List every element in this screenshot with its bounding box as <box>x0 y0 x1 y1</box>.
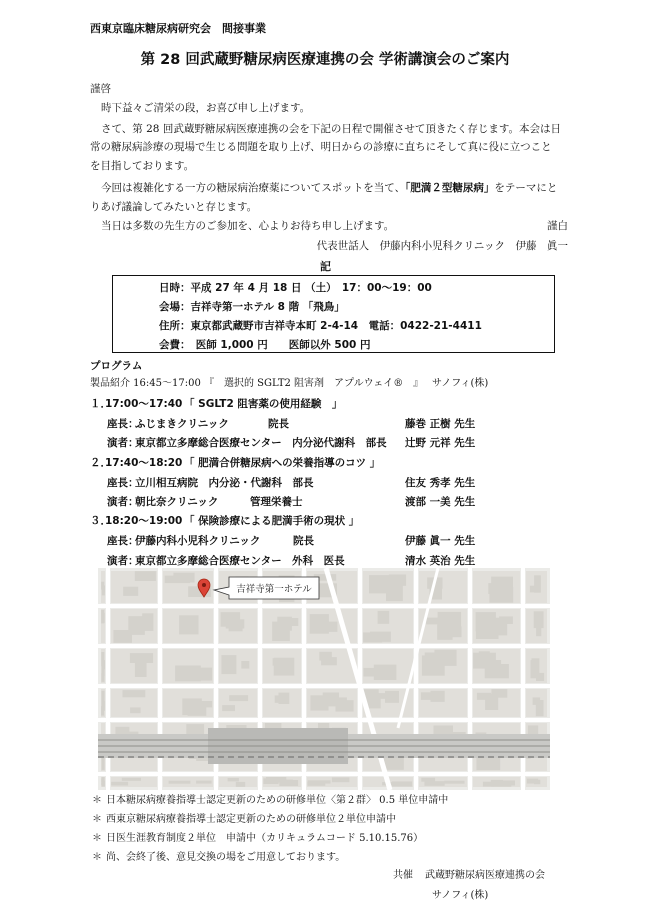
map-building <box>421 692 442 700</box>
map-building <box>263 778 278 784</box>
session-chair <box>0 418 650 431</box>
map-area <box>98 568 550 790</box>
map-building <box>534 780 540 785</box>
role-label: 演者： <box>107 437 139 449</box>
role-label: 座長： <box>107 477 139 489</box>
map-building <box>378 611 390 624</box>
session-chair <box>0 477 650 490</box>
map-building <box>221 655 236 674</box>
note-marker: ＊ <box>92 833 102 844</box>
map-road <box>98 772 550 776</box>
letter-theme-continuation: りあげ議論してみたいと存じます。 <box>90 201 258 213</box>
affiliation: 朝比奈クリニック <box>135 496 219 508</box>
map-building <box>123 690 146 697</box>
map-building <box>536 700 544 716</box>
detail-fee: 会費： 医師 1,000 円 医師以外 500 円 <box>159 339 371 351</box>
map-road <box>98 644 550 648</box>
map-building <box>135 571 156 581</box>
session-time: 17:40〜18:20 <box>105 457 183 469</box>
map-building <box>378 577 402 591</box>
map <box>98 568 550 790</box>
letter-greeting: 時下益々ご清栄の段，お喜び申し上げます。 <box>101 102 311 114</box>
session-title: 「 保険診療による肥満手術の現状 」 <box>184 515 360 527</box>
map-building <box>370 632 391 642</box>
affiliation: 東京都立多摩総合医療センター 外科 医長 <box>135 555 345 567</box>
map-building <box>135 661 147 677</box>
program-heading: プログラム <box>90 360 143 372</box>
session-title: 「 肥満合併糖尿病への栄養指導のコツ 」 <box>184 457 381 469</box>
letter-signature: 代表世話人 伊藤内科小児科クリニック 伊藤 眞一 <box>316 240 568 252</box>
note-text: 日本糖尿病療養指導士認定更新のための研修単位〈第２群〉 0.5 単位申請中 <box>106 795 449 806</box>
affiliation: 伊藤内科小児科クリニック <box>135 535 261 547</box>
map-road <box>98 718 550 722</box>
session-number: １． <box>90 398 111 410</box>
map-building <box>228 778 239 781</box>
note-marker: ＊ <box>92 814 102 825</box>
note-text: 尚、会終了後、意見交換の場をご用意しております。 <box>106 852 346 863</box>
map-block <box>219 689 257 717</box>
map-building <box>425 653 439 663</box>
cosponsor-line <box>0 890 650 903</box>
map-building <box>364 668 376 677</box>
map-building <box>101 652 104 666</box>
map-building <box>308 782 326 786</box>
theme-text-after: をテーマにと <box>494 182 558 194</box>
map-streets <box>98 568 550 790</box>
cosponsor-label: 共催 <box>393 870 413 881</box>
letter-theme-line <box>101 182 557 194</box>
map-building <box>102 701 105 711</box>
map-building <box>485 664 509 678</box>
map-building <box>310 614 329 634</box>
session-title: 「 SGLT2 阻害薬の使用経験 」 <box>184 398 343 410</box>
position: 管理栄養士 <box>250 496 303 508</box>
product-intro-text: 製品紹介 16:45〜17:00 『 選択的 SGLT2 阻害剤 アプルウェイ® 』 <box>90 378 424 389</box>
cosponsor-name: サノフィ(株) <box>432 890 489 901</box>
product-intro <box>0 378 650 391</box>
session-number: ２． <box>90 457 111 469</box>
map-building <box>101 610 104 623</box>
person-name: 伊藤 眞一 先生 <box>405 535 476 547</box>
note-item <box>0 814 650 827</box>
map-building <box>122 778 141 781</box>
affiliation: ふじまきクリニック <box>135 418 229 430</box>
map-building <box>194 701 212 707</box>
map-building <box>229 621 243 631</box>
affiliation: 立川相互病院 内分泌・代謝科 部長 <box>135 477 314 489</box>
role-label: 演者： <box>107 496 139 508</box>
map-building <box>169 781 191 784</box>
map-building <box>443 626 462 637</box>
note-item <box>0 795 650 808</box>
person-name: 清水 英治 先生 <box>405 555 476 567</box>
session-header <box>0 457 650 470</box>
letter-closing: 謹白 <box>547 220 568 232</box>
map-building <box>310 695 328 710</box>
map-building <box>123 587 138 596</box>
map-building <box>534 575 541 592</box>
position: 院長 <box>268 418 289 430</box>
map-road <box>98 604 550 608</box>
map-building <box>102 777 105 782</box>
letter-purpose-line: さて、第 28 回武蔵野糖尿病医療連携の会を下記の日程で開催させて頂きたく存じます。本会は日 <box>101 123 561 135</box>
letter-invitation: 当日は多数の先生方のご参加を、心よりお待ち申し上げます。 <box>101 220 395 232</box>
map-building <box>385 691 399 703</box>
map-building <box>179 615 198 634</box>
map-building <box>102 691 105 699</box>
map-building <box>229 695 248 701</box>
role-label: 座長： <box>107 535 139 547</box>
map-pin-dot <box>202 583 206 587</box>
map-building <box>485 694 498 710</box>
note-marker: ＊ <box>92 852 102 863</box>
session-speaker <box>0 496 650 509</box>
detail-venue: 会場：吉祥寺第一ホテル 8 階 「飛鳥」 <box>159 301 345 313</box>
letter-opening: 謹啓 <box>90 83 111 95</box>
person-name: 辻野 元祥 先生 <box>405 437 476 449</box>
detail-date: 日時：平成 27 年 4 月 18 日 （土） 17：00〜19：00 <box>159 282 432 294</box>
map-building <box>142 613 153 631</box>
detail-address: 住所：東京都武蔵野市吉祥寺本町 2-4-14 電話：0422-21-4411 <box>159 320 482 332</box>
organizer-line: 西東京臨床糖尿病研究会 間接事業 <box>90 22 266 35</box>
role-label: 座長： <box>107 418 139 430</box>
person-name: 住友 秀孝 先生 <box>405 477 476 489</box>
letter-purpose-line: 常の糖尿病診療の現場で生じる問題を取り上げ、明日からの診療に直ちにそして真に役に立つこと <box>90 141 552 153</box>
map-building <box>196 781 212 784</box>
note-marker: ＊ <box>92 795 102 806</box>
hotel-callout-label: 吉祥寺第一ホテル <box>236 584 312 595</box>
map-building <box>274 658 295 676</box>
affiliation: 東京都立多摩総合医療センター 内分泌代謝科 部長 <box>135 437 387 449</box>
product-intro-company: サノフィ(株) <box>432 378 489 389</box>
cosponsor-line <box>0 870 650 883</box>
map-building <box>421 778 435 782</box>
map-building <box>332 777 350 782</box>
map-building <box>532 659 539 677</box>
theme-emphasis: 「肥満２型糖尿病」 <box>405 182 495 194</box>
map-building <box>321 657 337 665</box>
map-building <box>534 611 544 628</box>
person-name: 藤巻 正樹 先生 <box>405 418 476 430</box>
note-item <box>0 852 650 865</box>
map-building <box>111 782 128 786</box>
session-number: ３． <box>90 515 111 527</box>
theme-text-before: 今回は複雑化する一方の糖尿病治療薬についてスポットを当て、 <box>101 182 406 194</box>
map-building <box>392 781 412 786</box>
map-building <box>485 618 508 636</box>
map-block <box>419 571 467 603</box>
map-building <box>279 693 290 704</box>
page-title: 第 28 回武蔵野糖尿病医療連携の会 学術講演会のご案内 <box>140 52 510 68</box>
event-details-box <box>112 275 555 353</box>
map-building <box>130 707 141 713</box>
map-building <box>476 756 500 770</box>
letter-purpose-line: を目指しております。 <box>90 160 195 172</box>
map-building <box>241 661 249 669</box>
map-building <box>236 782 245 787</box>
map-building <box>424 781 444 786</box>
hotel-callout <box>214 577 319 599</box>
cosponsor-name: 武蔵野糖尿病医療連携の会 <box>425 870 545 881</box>
role-label: 演者： <box>107 555 139 567</box>
map-building <box>130 653 153 663</box>
map-building <box>165 576 190 584</box>
map-building <box>285 618 299 626</box>
note-text: 日医生涯教育制度２単位 申請中（カリキュラムコード 5.10.15.76） <box>106 833 424 844</box>
map-building <box>444 781 464 784</box>
map-building <box>491 781 511 787</box>
session-time: 18:20〜19:00 <box>105 515 183 527</box>
note-item <box>0 833 650 846</box>
map-building <box>102 585 105 595</box>
map-building <box>497 595 507 603</box>
session-speaker <box>0 555 650 568</box>
map-building <box>190 668 212 681</box>
notice-heading: 記 <box>320 260 331 273</box>
session-header <box>0 398 650 411</box>
person-name: 渡部 一美 先生 <box>405 496 476 508</box>
note-text: 西東京糖尿病療養指導士認定更新のための研修単位２単位申請中 <box>106 814 396 825</box>
session-speaker <box>0 437 650 450</box>
session-chair <box>0 535 650 548</box>
map-road <box>98 684 550 688</box>
map-building <box>374 665 397 680</box>
session-header <box>0 515 650 528</box>
map-building <box>222 705 235 711</box>
map-building <box>277 780 293 783</box>
position: 院長 <box>293 535 314 547</box>
session-time: 17:00〜17:40 <box>105 398 183 410</box>
